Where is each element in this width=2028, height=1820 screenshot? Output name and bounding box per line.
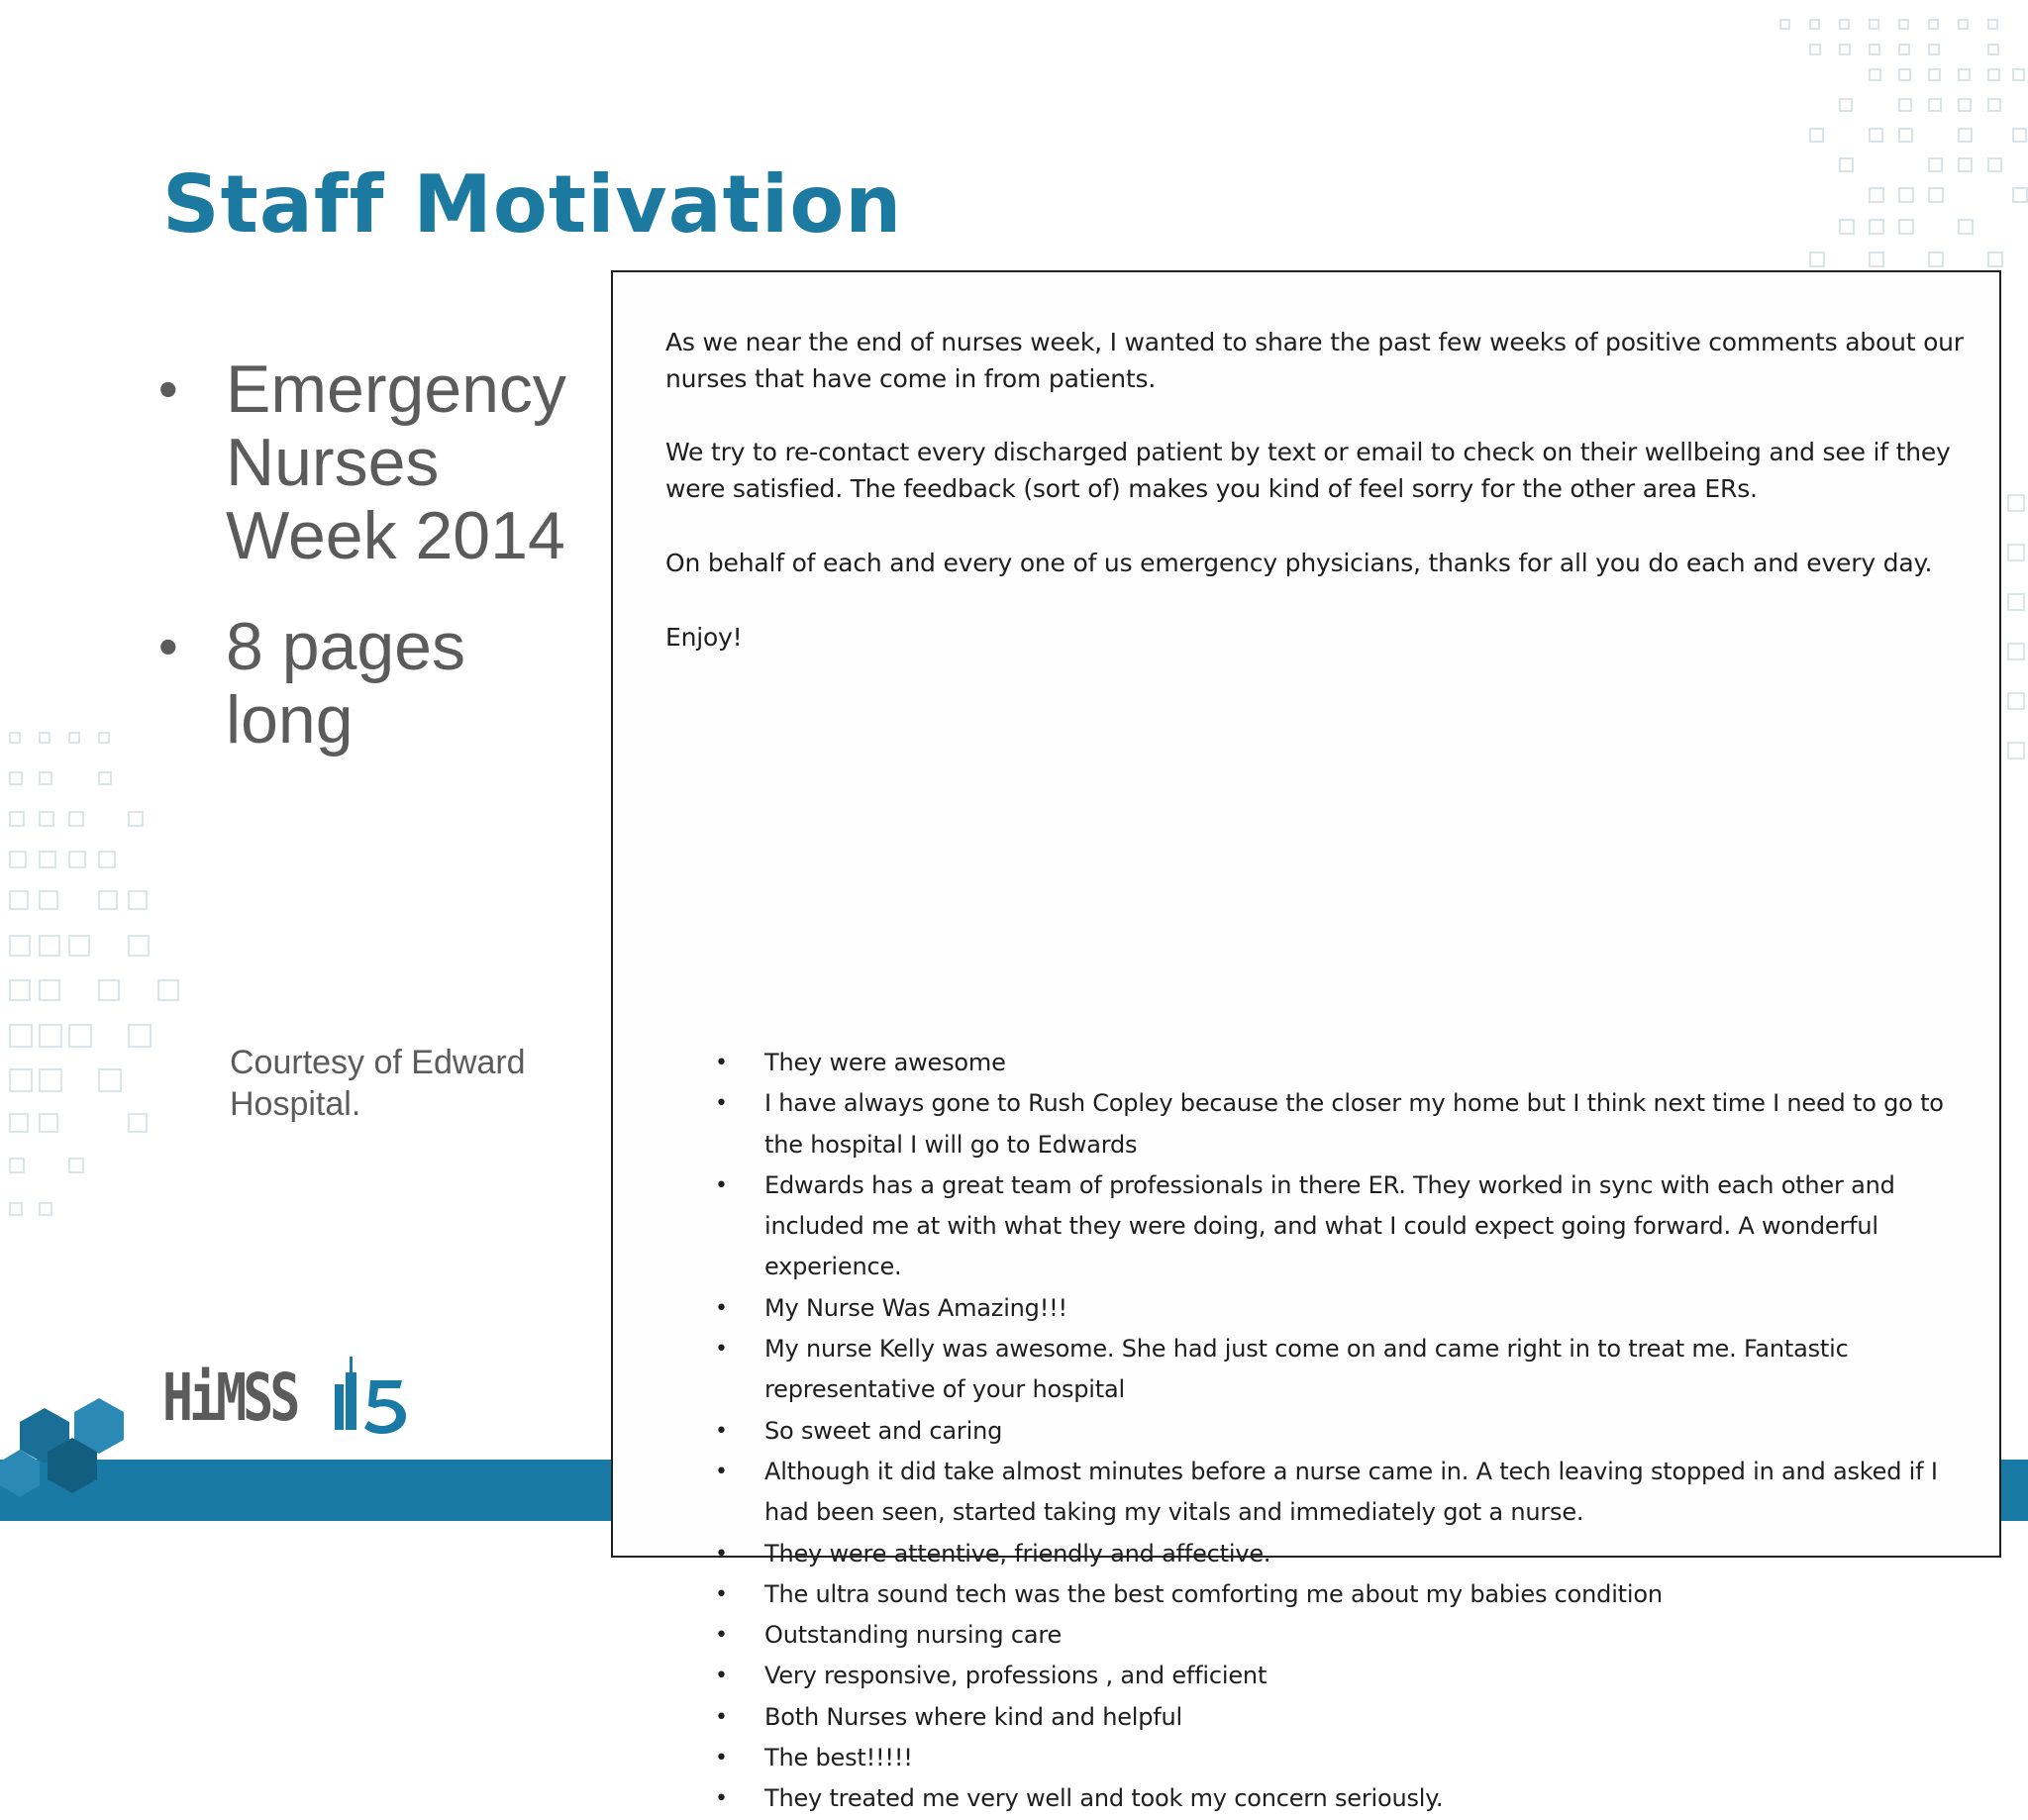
patient-comment: • Although it did take almost minutes before a nurse came in. A tech leaving stopped in and asked if I had been seen, started taking my vitals and immediately got a nurse. bbox=[665, 1452, 1973, 1534]
patient-comment: • They treated me very well and took my concern seriously. bbox=[665, 1778, 1973, 1819]
patient-comment: • Very responsive, professions , and efficient bbox=[665, 1656, 1973, 1696]
patient-comment: • The best!!!!! bbox=[665, 1738, 1973, 1778]
patient-comment: • They were attentive, friendly and affective. bbox=[665, 1534, 1973, 1574]
hexagon-decoration bbox=[0, 1382, 158, 1501]
patient-comment: • Both Nurses where kind and helpful bbox=[665, 1697, 1973, 1738]
slide-bullet: • Emergency Nurses Week 2014 bbox=[158, 353, 594, 572]
dot-pattern-left bbox=[0, 713, 238, 1267]
patient-comment-list bbox=[665, 1043, 1973, 1820]
slide-title: Staff Motivation bbox=[162, 158, 903, 251]
patient-comment: • Edwards has a great team of professionals in there ER. They worked in sync with each other and included me at with what they were doing, and what I could expect going forward. A wonderful experience. bbox=[665, 1165, 1973, 1288]
patient-comment: • They were awesome bbox=[665, 1043, 1973, 1083]
logo-wordmark: HiMSS bbox=[162, 1360, 297, 1436]
document-paragraph: We try to re-contact every discharged patient by text or email to check on their wellbeing and see if they were satisfied. The feedback (sort of) makes you kind of feel sorry for the other area ERs. bbox=[665, 438, 1951, 503]
himss15-logo bbox=[162, 1339, 410, 1438]
patient-comment: • I have always gone to Rush Copley because the closer my home but I think next time I need to go to the hospital I will go to Edwards bbox=[665, 1083, 1973, 1165]
patient-comment: • My nurse Kelly was awesome. She had just come on and came right in to treat me. Fantastic representative of your hospital bbox=[665, 1329, 1973, 1411]
patient-comment: • Outstanding nursing care bbox=[665, 1615, 1973, 1656]
document-paragraph: As we near the end of nurses week, I wanted to share the past few weeks of positive comments about our nurses that have come in from patients. bbox=[665, 328, 1964, 393]
slide-bullet-list bbox=[158, 353, 594, 794]
patient-comment: • So sweet and caring bbox=[665, 1411, 1973, 1452]
document-paragraph: On behalf of each and every one of us emergency physicians, thanks for all you do each and every day. bbox=[665, 549, 1933, 577]
patient-comment: • My Nurse Was Amazing!!! bbox=[665, 1288, 1973, 1329]
document-paragraph: Enjoy! bbox=[665, 623, 743, 652]
courtesy-caption: Courtesy of Edward Hospital. bbox=[230, 1044, 526, 1123]
dot-pattern-top-right bbox=[1612, 0, 2028, 297]
patient-comment: • The ultra sound tech was the best comforting me about my babies condition bbox=[665, 1574, 1973, 1615]
slide-bullet: • 8 pages long bbox=[158, 610, 594, 757]
nurse-feedback-document bbox=[611, 270, 2001, 1813]
logo-tower-mark bbox=[333, 1349, 412, 1434]
